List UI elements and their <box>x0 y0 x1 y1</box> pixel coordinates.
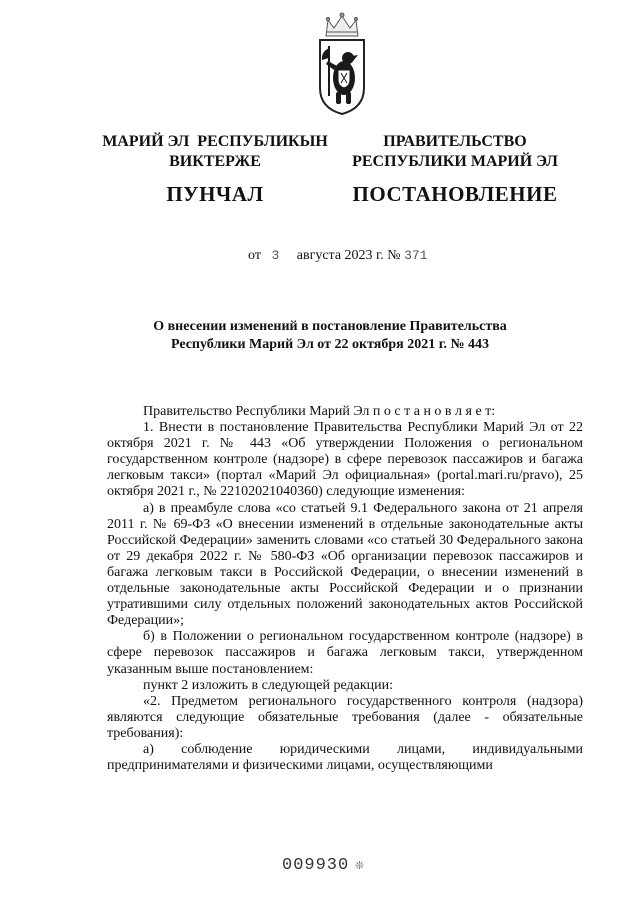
body-paragraph-1: Правительство Республики Марий Эл п о с т а н о в л я е т: <box>143 404 496 419</box>
body-paragraph-4: б) в Положении о региональном государственном контроле (надзоре) в сфере перевозок пассажиров и багажа легковым такси, утвержденном указанным выше постановлением: <box>107 629 583 677</box>
crown-icon <box>326 13 358 36</box>
document-body <box>107 404 583 774</box>
header-right <box>340 132 570 204</box>
date-day: 3 <box>271 248 280 263</box>
header-right-line2: РЕСПУБЛИКИ МАРИЙ ЭЛ <box>352 153 558 170</box>
header-right-doc-type: ПОСТАНОВЛЕНИЕ <box>352 182 558 206</box>
document-number: 371 <box>404 248 428 263</box>
body-paragraph-5: пункт 2 изложить в следующей редакции: <box>143 677 393 693</box>
date-prefix: от <box>248 248 261 263</box>
header-left-doc-type: ПУНЧАЛ <box>166 182 264 206</box>
title-line1: О внесении изменений в постановление Правительства <box>153 319 507 334</box>
title-line2: Республики Марий Эл от 22 октября 2021 г. № 443 <box>170 337 490 352</box>
header-left <box>70 132 360 204</box>
coat-of-arms-emblem <box>312 6 372 116</box>
date-month-year: августа 2023 г. № <box>296 248 401 263</box>
header-left-line1: МАРИЙ ЭЛ РЕСПУБЛИКЫН <box>102 133 328 150</box>
header-right-line1: ПРАВИТЕЛЬСТВО <box>383 133 527 150</box>
stamp-mark-icon: ❊ <box>355 858 365 874</box>
document-title <box>100 318 560 354</box>
body-paragraph-3: а) в преамбуле слова «со статьей 9.1 Федерального закона от 21 апреля 2011 г. № 69-ФЗ «О внесении изменений в отдельные законодательные акты Российской Федерации» заменить словами «со статьей 30 Федерального закона от 29 декабря 2022 г. № 580-ФЗ «Об организации перевозок пассажиров и багажа легковым такси в Российской Федерации, о внесении изменений в отдельные законодательные акты Российской Федерации и о признании утратившими силу отдельных положений законодательных актов Российской Федерации»; <box>107 500 583 629</box>
body-paragraph-7: а) соблюдение юридическими лицами, индивидуальными предпринимателями и физическими лицами, осуществляющими <box>107 741 583 774</box>
small-shield-icon <box>338 70 350 88</box>
body-paragraph-2: 1. Внести в постановление Правительства Республики Марий Эл от 22 октября 2021 г. № 443 «Об утверждении Положения о региональном государственном контроле (надзоре) в сфере перевозок пассажиров и багажа легковым такси» (портал «Марий Эл официальная» (portal.mari.ru/pravo), 25 октября 2021 г., № 22102021040360) следующие изменения: <box>107 420 583 500</box>
header-left-line2: ВИКТЕРЖЕ <box>169 153 261 170</box>
document-date-line <box>248 248 427 264</box>
body-paragraph-6: «2. Предметом регионального государственного контроля (надзора) являются следующие обязательные требования (далее - обязательные требования): <box>107 693 583 741</box>
serial-stamp <box>282 856 365 875</box>
serial-number: 009930 <box>282 856 350 875</box>
